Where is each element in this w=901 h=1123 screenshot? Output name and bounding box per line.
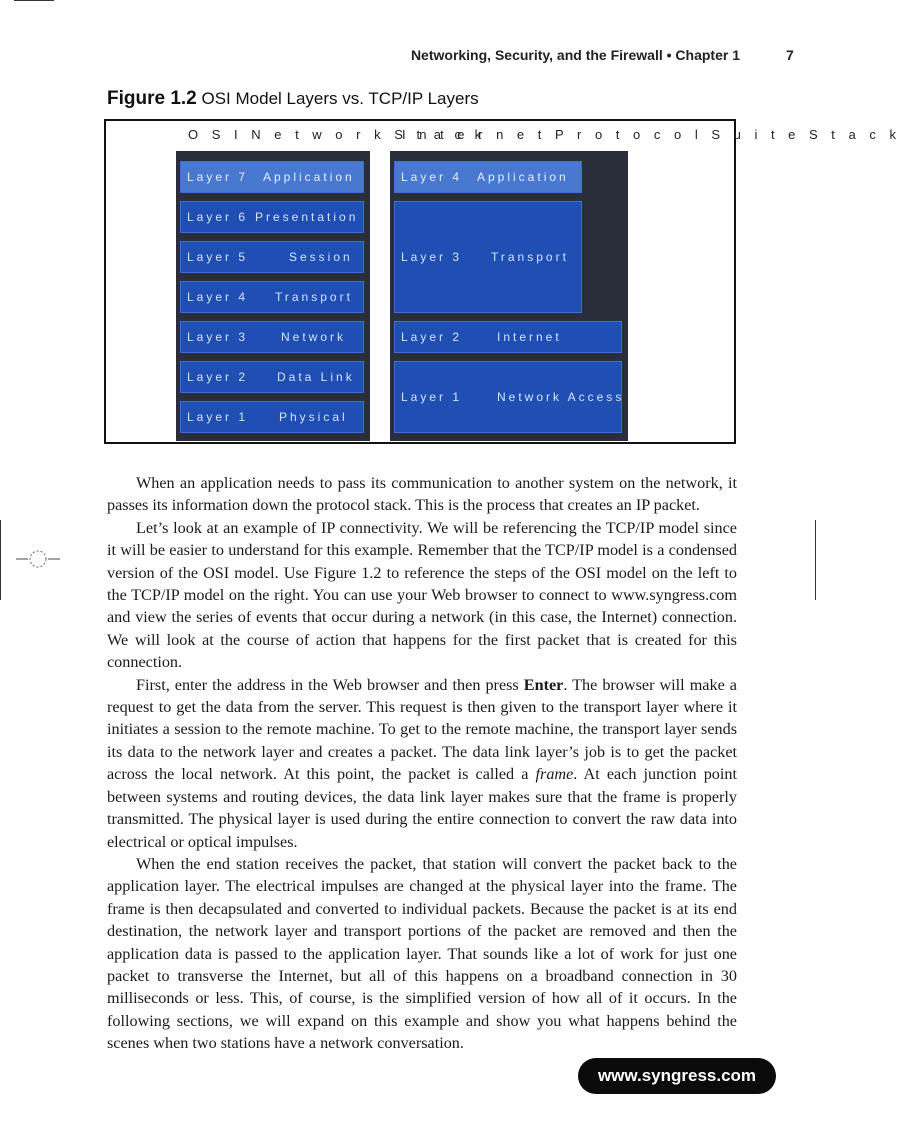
paragraph-3 [107, 674, 737, 853]
layer-name: Network [281, 330, 347, 344]
layer-name: Application [263, 170, 355, 184]
layer-name: Application [477, 170, 569, 184]
osi-layer-5 [180, 241, 364, 273]
paragraph-3-end: . At each junction point between systems and routing devices, the data link layer makes sure that the frame is properly transmitted. The physical layer is used during the entire connection to convert the raw data into electrical or optical impulses. [107, 765, 737, 851]
layer-number: Layer 4 [401, 170, 463, 184]
paragraph-4: When the end station receives the packet, that station will convert the packet back to the application layer. The electrical impulses are changed at the physical layer into the frame. The frame is then decapsulated and converted to individual packets. Because the packet is at its end destination, the network layer and transport portions of the packet are removed and then the application data is passed to the application layer. That sounds like a lot of work for just one packet to transverse the Internet, but all of this happens on a broadband connection in 30 milliseconds or less. This, of course, is the simplified version of how all of it occurs. In the following sections, we will expand on this example and show you what happens behind the scenes when two stations have a network conversation. [107, 854, 737, 1053]
layer-number: Layer 6 [187, 210, 249, 224]
osi-layer-6 [180, 201, 364, 233]
figure-label: Figure 1.2 [107, 88, 197, 109]
crop-mark-icon [16, 548, 60, 570]
layer-number: Layer 2 [187, 370, 249, 384]
osi-layer-2 [180, 361, 364, 393]
tcpip-layer-1 [394, 361, 625, 433]
top-rule [14, 0, 54, 1]
osi-layer-1 [180, 401, 364, 433]
layer-name: Session [289, 250, 353, 264]
layer-number: Layer 3 [187, 330, 249, 344]
layer-name: Transport [491, 250, 569, 264]
layer-number: Layer 1 [187, 410, 249, 424]
body-text [107, 472, 737, 1055]
enter-keyword: Enter [523, 675, 564, 694]
layer-name: Transport [275, 290, 353, 304]
figure-title: OSI Model Layers vs. TCP/IP Layers [201, 89, 479, 108]
layer-name: Network Access [497, 390, 625, 404]
paragraph-3-mid: . The browser will make a request to get the data from the server. This request is then given to the transport layer where it initiates a session to the remote machine. To get to the remote machine, the transport layer sends its data to the network layer and creates a packet. The data link layer’s job is to get the packet across the local network. At this point, the packet is called a [107, 675, 737, 784]
margin-mark-left [0, 520, 1, 600]
paragraph-1: When an application needs to pass its communication to another system on the network, it passes its information down the protocol stack. This is the process that creates an IP packet. [107, 474, 737, 515]
osi-layer-3 [180, 321, 364, 353]
page-number: 7 [786, 47, 794, 63]
paragraph-2: Let’s look at an example of IP connectivity. We will be referencing the TCP/IP model since it will be easier to understand for this example. Remember that the TCP/IP model is a condensed version of the OSI model. Use Figure 1.2 to reference the steps of the OSI model on the left to the TCP/IP model on the right. You can use your Web browser to connect to www.syngress.com and view the series of events that occur during a network (in this case, the Internet) connection. We will look at the course of action that happens for the first packet that is created for this connection. [107, 518, 737, 672]
layer-number: Layer 5 [187, 250, 249, 264]
osi-vs-tcpip-figure [104, 119, 901, 444]
tcpip-layer-4 [394, 161, 582, 193]
tcpip-layer-3 [394, 201, 582, 313]
figure-caption [107, 88, 479, 110]
layer-number: Layer 3 [401, 250, 463, 264]
publisher-url-badge[interactable]: www.syngress.com [578, 1058, 776, 1094]
tcpip-layer-2 [394, 321, 622, 353]
layer-number: Layer 7 [187, 170, 249, 184]
osi-layer-7 [180, 161, 364, 193]
layer-number: Layer 1 [401, 390, 463, 404]
layer-name: Physical [279, 410, 348, 424]
layer-name: Data Link [277, 370, 355, 384]
tcpip-stack-title: I n t e r n e t P r o t o c o l S u i t e S t a c k [402, 127, 901, 142]
layer-number: Layer 4 [187, 290, 249, 304]
frame-term: frame [535, 765, 574, 784]
layer-name: Internet [497, 330, 562, 344]
running-header: Networking, Security, and the Firewall • Chapter 1 [410, 47, 740, 63]
osi-stack-title: O S I N e t w o r k S t a c k [188, 127, 487, 142]
osi-layer-4 [180, 281, 364, 313]
layer-number: Layer 2 [401, 330, 463, 344]
paragraph-3-start: First, enter the address in the Web browser and then press [136, 675, 524, 694]
layer-name: Presentation [255, 210, 359, 224]
margin-mark-right [815, 520, 816, 600]
